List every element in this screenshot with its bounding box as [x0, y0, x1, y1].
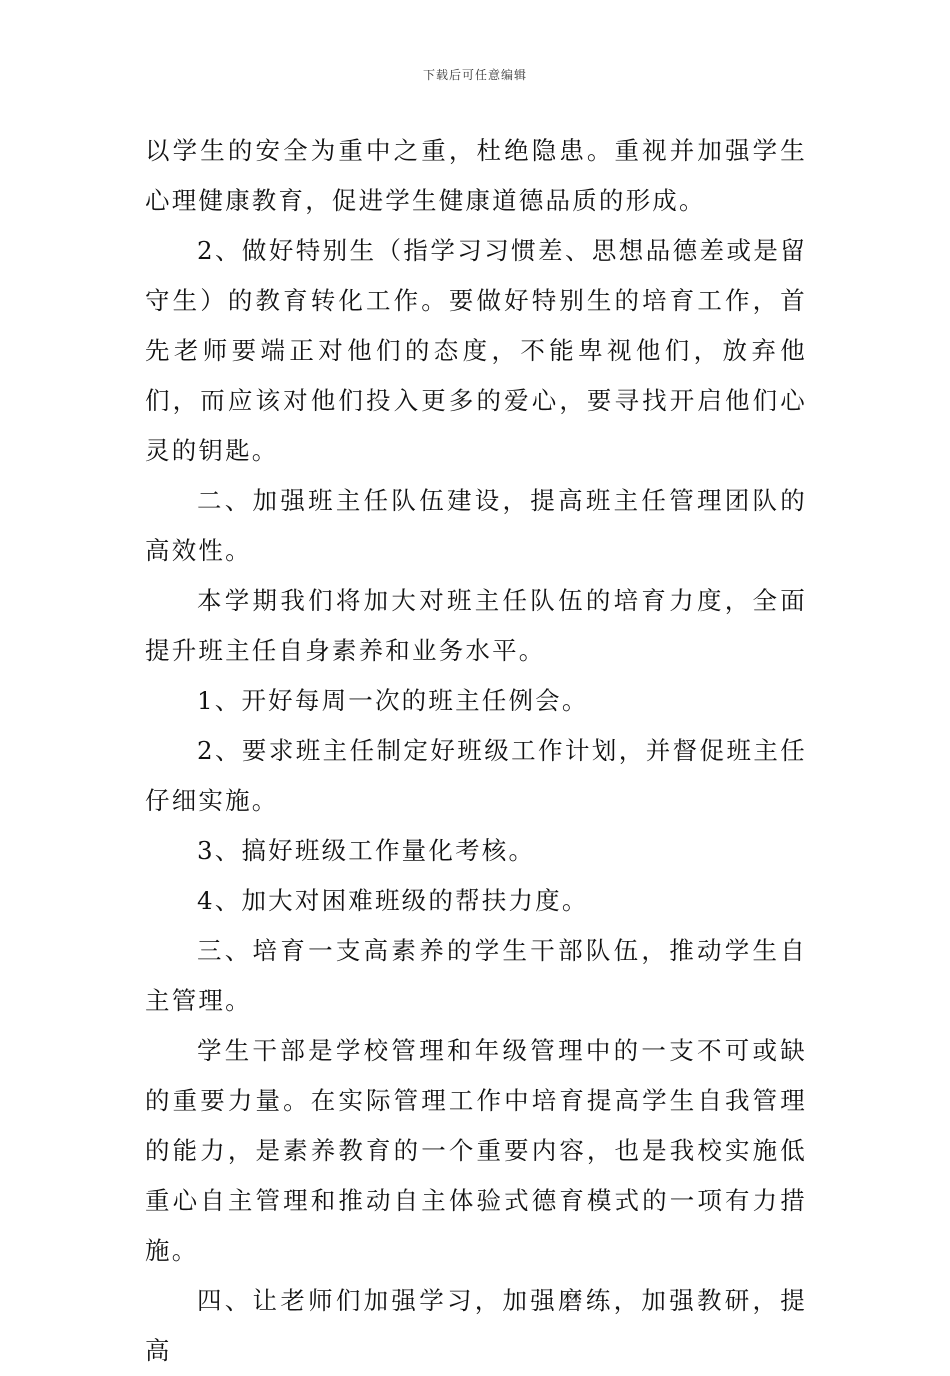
paragraph-10: 学生干部是学校管理和年级管理中的一支不可或缺的重要力量。在实际管理工作中培育提高学生自我管理的能力，是素养教育的一个重要内容，也是我校实施低重心自主管理和推动自主体验式德育模式的一项有力措施。	[145, 1036, 807, 1265]
paragraph-1: 以学生的安全为重中之重，杜绝隐患。重视并加强学生心理健康教育，促进学生健康道德品质的形成。	[145, 136, 807, 215]
paragraph-9: 三、培育一支高素养的学生干部队伍，推动学生自主管理。	[145, 936, 807, 1015]
paragraph-4: 本学期我们将加大对班主任队伍的培育力度，全面提升班主任自身素养和业务水平。	[145, 586, 807, 665]
document-body	[145, 126, 807, 1376]
paragraph-7: 3、搞好班级工作量化考核。	[197, 836, 536, 865]
paragraph-8: 4、加大对困难班级的帮扶力度。	[197, 886, 589, 915]
paragraph-6: 2、要求班主任制定好班级工作计划，并督促班主任仔细实施。	[145, 736, 807, 815]
paragraph-3: 二、加强班主任队伍建设，提高班主任管理团队的高效性。	[145, 486, 807, 565]
paragraph-11: 四、让老师们加强学习，加强磨练，加强教研，提高	[145, 1286, 807, 1365]
page-header-note: 下载后可任意编辑	[422, 68, 527, 82]
paragraph-2: 2、做好特别生（指学习习惯差、思想品德差或是留守生）的教育转化工作。要做好特别生的培育工作，首先老师要端正对他们的态度，不能卑视他们，放弃他们，而应该对他们投入更多的爱心，要寻找开启他们心灵的钥匙。	[145, 236, 807, 465]
paragraph-5: 1、开好每周一次的班主任例会。	[197, 686, 589, 715]
